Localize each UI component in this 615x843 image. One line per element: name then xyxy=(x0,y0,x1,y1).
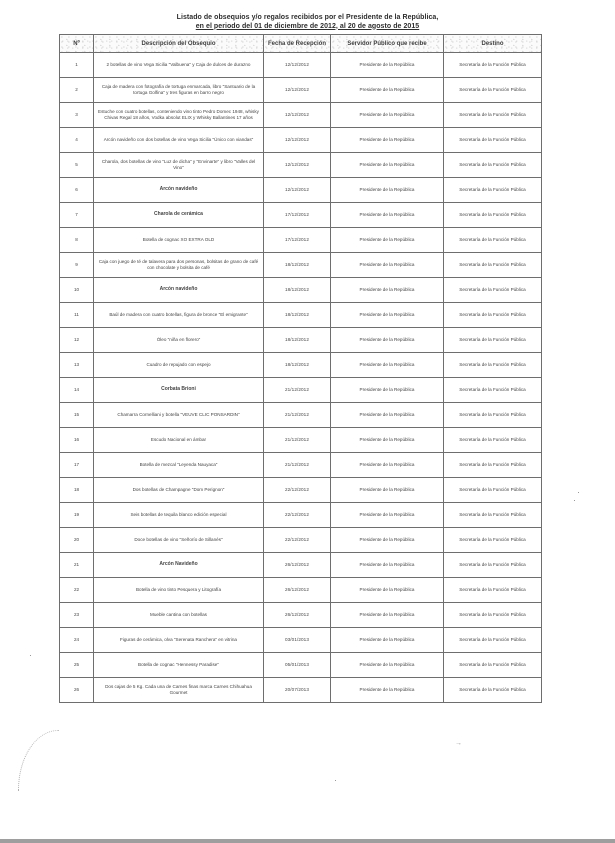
cell-date: 18/12/2012 xyxy=(264,328,331,353)
cell-description: Botella de cognac "Hennessy Paradise" xyxy=(94,653,264,678)
table-row xyxy=(60,153,542,178)
cell-recipient: Presidente de la República xyxy=(331,553,444,578)
cell-number: 9 xyxy=(60,253,94,278)
cell-date: 21/12/2012 xyxy=(264,378,331,403)
cell-date: 22/12/2012 xyxy=(264,528,331,553)
cell-recipient: Presidente de la República xyxy=(331,103,444,128)
cell-recipient: Presidente de la República xyxy=(331,353,444,378)
cell-date: 18/12/2012 xyxy=(264,253,331,278)
cell-description: Botella de mezcal "Leyenda Nauyaca" xyxy=(94,453,264,478)
table-row xyxy=(60,578,542,603)
title-line-1: Listado de obsequios y/o regalos recibidos por el Presidente de la República, xyxy=(176,14,439,21)
gifts-table xyxy=(59,34,542,703)
cell-date: 22/12/2012 xyxy=(264,503,331,528)
cell-description: Botella de cognac XO EXTRA OLD xyxy=(94,228,264,253)
cell-destination: Secretaría de la Función Pública xyxy=(444,528,542,553)
cell-recipient: Presidente de la República xyxy=(331,478,444,503)
cell-description: Escudo Nacional en ámbar xyxy=(94,428,264,453)
cell-number: 17 xyxy=(60,453,94,478)
cell-destination: Secretaría de la Función Pública xyxy=(444,53,542,78)
cell-number: 3 xyxy=(60,103,94,128)
table-row xyxy=(60,278,542,303)
table-row xyxy=(60,478,542,503)
cell-recipient: Presidente de la República xyxy=(331,78,444,103)
cell-destination: Secretaría de la Función Pública xyxy=(444,103,542,128)
cell-number: 13 xyxy=(60,353,94,378)
cell-number: 22 xyxy=(60,578,94,603)
cell-number: 20 xyxy=(60,528,94,553)
cell-destination: Secretaría de la Función Pública xyxy=(444,653,542,678)
cell-number: 12 xyxy=(60,328,94,353)
cell-recipient: Presidente de la República xyxy=(331,203,444,228)
cell-destination: Secretaría de la Función Pública xyxy=(444,678,542,703)
cell-number: 16 xyxy=(60,428,94,453)
table-row xyxy=(60,653,542,678)
cell-date: 26/12/2012 xyxy=(264,603,331,628)
cell-description: Chamarra Cornelliani y botella "VEUVE CLIC PONSARDIN" xyxy=(94,403,264,428)
cell-recipient: Presidente de la República xyxy=(331,678,444,703)
scan-artifact-curve xyxy=(18,730,59,791)
cell-recipient: Presidente de la República xyxy=(331,603,444,628)
cell-destination: Secretaría de la Función Pública xyxy=(444,553,542,578)
table-row xyxy=(60,428,542,453)
table-row xyxy=(60,603,542,628)
cell-description: Arcón navideño con dos botellas de vino Vega Sicilia "Único con viandas" xyxy=(94,128,264,153)
table-row xyxy=(60,678,542,703)
cell-number: 15 xyxy=(60,403,94,428)
cell-number: 14 xyxy=(60,378,94,403)
cell-description: Óleo "niña en florero" xyxy=(94,328,264,353)
cell-recipient: Presidente de la República xyxy=(331,403,444,428)
header-number: Nº xyxy=(60,35,94,53)
cell-description: Dos botellas de Champagne "Dom Perignon" xyxy=(94,478,264,503)
cell-destination: Secretaría de la Función Pública xyxy=(444,178,542,203)
cell-recipient: Presidente de la República xyxy=(331,278,444,303)
cell-recipient: Presidente de la República xyxy=(331,378,444,403)
table-row xyxy=(60,78,542,103)
table-row xyxy=(60,328,542,353)
cell-number: 21 xyxy=(60,553,94,578)
cell-destination: Secretaría de la Función Pública xyxy=(444,603,542,628)
cell-recipient: Presidente de la República xyxy=(331,303,444,328)
cell-destination: Secretaría de la Función Pública xyxy=(444,378,542,403)
cell-destination: Secretaría de la Función Pública xyxy=(444,503,542,528)
cell-destination: Secretaría de la Función Pública xyxy=(444,403,542,428)
table-row xyxy=(60,128,542,153)
cell-destination: Secretaría de la Función Pública xyxy=(444,353,542,378)
table-header-row xyxy=(60,35,542,53)
cell-destination: Secretaría de la Función Pública xyxy=(444,128,542,153)
cell-recipient: Presidente de la República xyxy=(331,253,444,278)
cell-number: 4 xyxy=(60,128,94,153)
cell-date: 12/12/2012 xyxy=(264,128,331,153)
cell-destination: Secretaría de la Función Pública xyxy=(444,428,542,453)
cell-description: Arcón Navideño xyxy=(94,553,264,578)
table-row xyxy=(60,203,542,228)
header-description: Descripción del Obsequio xyxy=(94,35,264,53)
scan-speck xyxy=(578,492,579,493)
document-title xyxy=(0,14,615,31)
cell-destination: Secretaría de la Función Pública xyxy=(444,153,542,178)
cell-date: 18/12/2012 xyxy=(264,278,331,303)
table-row xyxy=(60,528,542,553)
cell-description: Botella de vino tinto Pesquera y Litografía xyxy=(94,578,264,603)
cell-number: 19 xyxy=(60,503,94,528)
cell-number: 1 xyxy=(60,53,94,78)
table-row xyxy=(60,53,542,78)
cell-description: Seis botellas de tequila blanco edición especial xyxy=(94,503,264,528)
cell-number: 6 xyxy=(60,178,94,203)
cell-destination: Secretaría de la Función Pública xyxy=(444,78,542,103)
table-row xyxy=(60,228,542,253)
cell-recipient: Presidente de la República xyxy=(331,653,444,678)
cell-recipient: Presidente de la República xyxy=(331,528,444,553)
cell-recipient: Presidente de la República xyxy=(331,578,444,603)
cell-date: 17/12/2012 xyxy=(264,203,331,228)
cell-destination: Secretaría de la Función Pública xyxy=(444,453,542,478)
cell-description: Caja de madera con fotografía de tortuga enmarcada, libro "Santuario de la tortuga Golfina" y tres figuras en barro negro xyxy=(94,78,264,103)
header-date: Fecha de Recepción xyxy=(264,35,331,53)
cell-recipient: Presidente de la República xyxy=(331,428,444,453)
cell-destination: Secretaría de la Función Pública xyxy=(444,228,542,253)
table-row xyxy=(60,103,542,128)
table-row xyxy=(60,378,542,403)
cell-date: 26/12/2012 xyxy=(264,578,331,603)
cell-recipient: Presidente de la República xyxy=(331,153,444,178)
table-row xyxy=(60,353,542,378)
cell-destination: Secretaría de la Función Pública xyxy=(444,628,542,653)
table-row xyxy=(60,453,542,478)
scan-bottom-edge xyxy=(0,839,615,843)
cell-destination: Secretaría de la Función Pública xyxy=(444,278,542,303)
cell-destination: Secretaría de la Función Pública xyxy=(444,478,542,503)
cell-destination: Secretaría de la Función Pública xyxy=(444,328,542,353)
cell-number: 11 xyxy=(60,303,94,328)
cell-date: 26/12/2012 xyxy=(264,553,331,578)
cell-description: Mueble cantina con botellas xyxy=(94,603,264,628)
cell-description: Figuras de cerámica, olva "Serenata Ranchera" en vitrina xyxy=(94,628,264,653)
cell-number: 26 xyxy=(60,678,94,703)
cell-description: Arcón navideño xyxy=(94,278,264,303)
cell-date: 18/12/2012 xyxy=(264,303,331,328)
scan-artifact-mark: → xyxy=(455,740,462,747)
table-row xyxy=(60,503,542,528)
cell-description: Caja con juego de té de talavera para dos personas, bolsitas de grano de café con chocolate y bolsita de café xyxy=(94,253,264,278)
cell-date: 12/12/2012 xyxy=(264,153,331,178)
cell-description: Dos cajas de 5 Kg. Cada una de Carnes finas marca Carnes Chihuahua Gourmet xyxy=(94,678,264,703)
table-row xyxy=(60,303,542,328)
cell-date: 05/01/2013 xyxy=(264,653,331,678)
cell-number: 2 xyxy=(60,78,94,103)
cell-description: Corbata Brioni xyxy=(94,378,264,403)
cell-description: Cuadro de repujado con espejo xyxy=(94,353,264,378)
cell-destination: Secretaría de la Función Pública xyxy=(444,253,542,278)
cell-recipient: Presidente de la República xyxy=(331,503,444,528)
cell-number: 18 xyxy=(60,478,94,503)
table-row xyxy=(60,628,542,653)
cell-number: 23 xyxy=(60,603,94,628)
cell-recipient: Presidente de la República xyxy=(331,178,444,203)
cell-date: 21/12/2012 xyxy=(264,403,331,428)
cell-description: Estuche con cuatro botellas, conteniendo vino tinto Pedro Domec 1948, whisky Chivas Regal 18 años, Vodka absolut ELIX y Whisky Ballantines 17 años xyxy=(94,103,264,128)
table-row xyxy=(60,403,542,428)
table-row xyxy=(60,253,542,278)
header-destination: Destino xyxy=(444,35,542,53)
header-recipient: Servidor Público que recibe xyxy=(331,35,444,53)
scan-speck xyxy=(30,655,31,656)
cell-recipient: Presidente de la República xyxy=(331,628,444,653)
table-row xyxy=(60,553,542,578)
cell-date: 22/12/2012 xyxy=(264,478,331,503)
cell-date: 12/12/2012 xyxy=(264,103,331,128)
cell-destination: Secretaría de la Función Pública xyxy=(444,203,542,228)
cell-recipient: Presidente de la República xyxy=(331,328,444,353)
cell-destination: Secretaría de la Función Pública xyxy=(444,303,542,328)
cell-destination: Secretaría de la Función Pública xyxy=(444,578,542,603)
cell-date: 20/07/2013 xyxy=(264,678,331,703)
cell-description: Arcón navideño xyxy=(94,178,264,203)
cell-description: Doce botellas de vino "Señorío de Sillanés" xyxy=(94,528,264,553)
cell-recipient: Presidente de la República xyxy=(331,228,444,253)
table-body xyxy=(60,53,542,703)
cell-date: 03/01/2013 xyxy=(264,628,331,653)
cell-number: 24 xyxy=(60,628,94,653)
title-line-2: en el periodo del 01 de diciembre de 2012, al 20 de agosto de 2015 xyxy=(195,22,420,30)
cell-number: 8 xyxy=(60,228,94,253)
cell-recipient: Presidente de la República xyxy=(331,128,444,153)
cell-date: 21/12/2012 xyxy=(264,453,331,478)
cell-number: 10 xyxy=(60,278,94,303)
scan-speck xyxy=(574,500,575,501)
cell-number: 7 xyxy=(60,203,94,228)
cell-description: Charola de cerámica xyxy=(94,203,264,228)
cell-date: 18/12/2012 xyxy=(264,353,331,378)
cell-description: Baúl de madera con cuatro botellas, figura de bronce "El emigrante" xyxy=(94,303,264,328)
cell-description: Charola, dos botellas de vino "Luz de dicha" y "Envinarte" y libro "Valles del Vino" xyxy=(94,153,264,178)
cell-date: 17/12/2012 xyxy=(264,228,331,253)
cell-recipient: Presidente de la República xyxy=(331,53,444,78)
scan-speck xyxy=(335,780,336,781)
table-row xyxy=(60,178,542,203)
cell-description: 2 botellas de vino Vega Sicilia "Valbuena" y Caja de dulces de durazno xyxy=(94,53,264,78)
cell-date: 21/12/2012 xyxy=(264,428,331,453)
cell-number: 25 xyxy=(60,653,94,678)
cell-date: 12/12/2012 xyxy=(264,53,331,78)
cell-recipient: Presidente de la República xyxy=(331,453,444,478)
cell-number: 5 xyxy=(60,153,94,178)
cell-date: 12/12/2012 xyxy=(264,78,331,103)
cell-date: 12/12/2012 xyxy=(264,178,331,203)
